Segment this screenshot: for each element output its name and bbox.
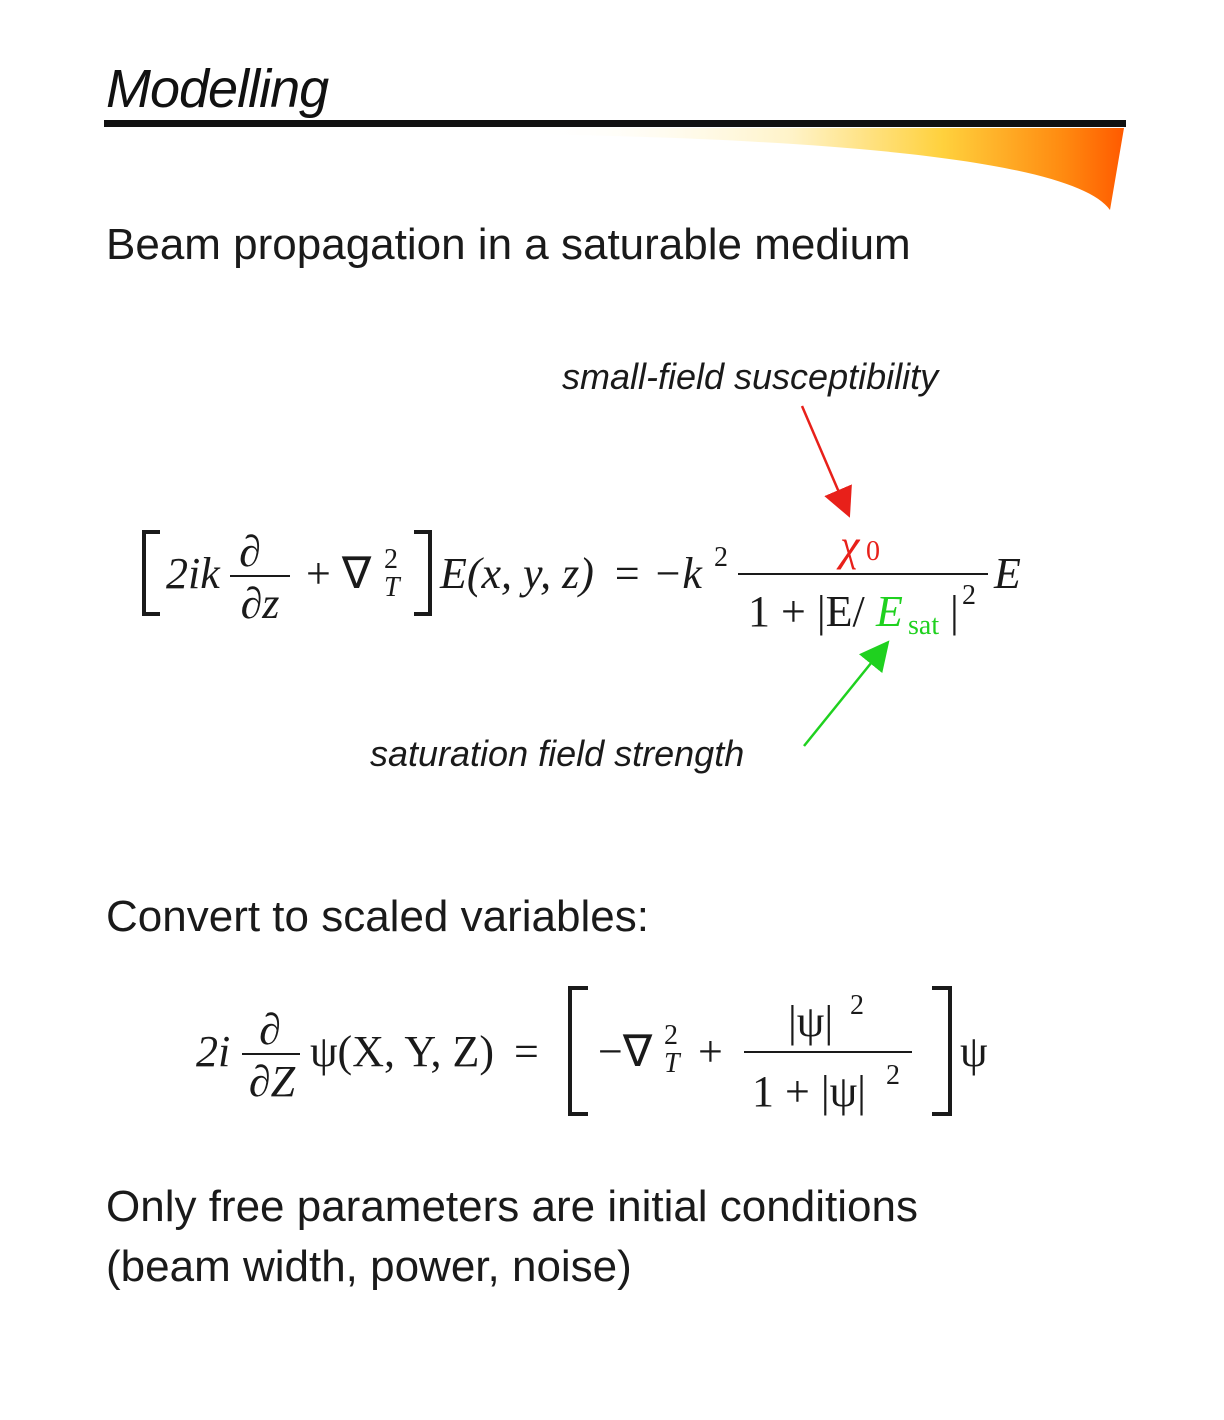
eq1-chi-sub: 0	[866, 536, 880, 567]
conclusion-line-1: Only free parameters are initial conditions	[106, 1182, 918, 1231]
eq2-denom-sup: 2	[886, 1060, 900, 1091]
eq1-denominator: 1 + |E/	[748, 587, 865, 636]
eq2-equals: =	[514, 1027, 539, 1076]
eq2-minus-nabla: −∇	[598, 1027, 653, 1076]
eq1-nabla-sub: T	[384, 572, 400, 603]
chi-arrow	[802, 406, 844, 504]
equation-beam-propagation	[144, 521, 1021, 641]
eq1-2ik: 2ik	[166, 549, 220, 598]
eq1-plus-nabla: + ∇	[306, 549, 372, 598]
eq1-left-bracket	[144, 532, 160, 614]
eq1-partial-top: ∂	[239, 527, 261, 576]
eq1-partial-bottom: ∂z	[240, 579, 280, 628]
eq1-minus-k: = −k	[612, 549, 702, 598]
eq1-sat-sub: sat	[908, 610, 940, 641]
conclusion-line-2: (beam width, power, noise)	[106, 1242, 632, 1291]
eq2-left-bracket	[570, 988, 588, 1114]
eq2-numerator: |ψ|	[788, 997, 834, 1046]
eq2-partial-top: ∂	[259, 1005, 281, 1054]
annotation-small-field-susceptibility: small-field susceptibility	[562, 356, 939, 397]
equation-scaled	[196, 988, 988, 1116]
eq1-chi: χ	[840, 521, 860, 570]
eq1-denom-sup: 2	[962, 580, 976, 611]
heading-beam-propagation: Beam propagation in a saturable medium	[106, 220, 911, 269]
sat-arrow	[804, 652, 880, 746]
heading-convert-scaled: Convert to scaled variables:	[106, 892, 649, 941]
eq1-e-sat: E	[876, 587, 903, 636]
eq2-plus: +	[698, 1027, 723, 1076]
eq1-right-bracket	[414, 532, 430, 614]
eq1-trailing-e: E	[994, 549, 1021, 598]
eq2-denominator: 1 + |ψ|	[752, 1067, 866, 1116]
eq2-nabla-sub: T	[664, 1048, 680, 1079]
eq1-abs-close: |	[950, 587, 959, 636]
eq1-field-e: E(x, y, z)	[440, 549, 594, 598]
slide-title: Modelling	[106, 59, 329, 119]
eq1-k-sup: 2	[714, 542, 728, 573]
eq2-right-bracket	[932, 988, 950, 1114]
eq2-nabla-sup: 2	[664, 1020, 678, 1051]
eq2-num-sup: 2	[850, 990, 864, 1021]
eq2-2i: 2i	[196, 1027, 231, 1076]
eq2-partial-bottom: ∂Z	[248, 1057, 296, 1106]
annotation-saturation-field-strength: saturation field strength	[370, 733, 745, 774]
eq2-trailing-psi: ψ	[960, 1027, 988, 1076]
eq1-nabla-sup: 2	[384, 544, 398, 575]
eq2-psi-xyz: ψ(X, Y, Z)	[310, 1027, 494, 1076]
